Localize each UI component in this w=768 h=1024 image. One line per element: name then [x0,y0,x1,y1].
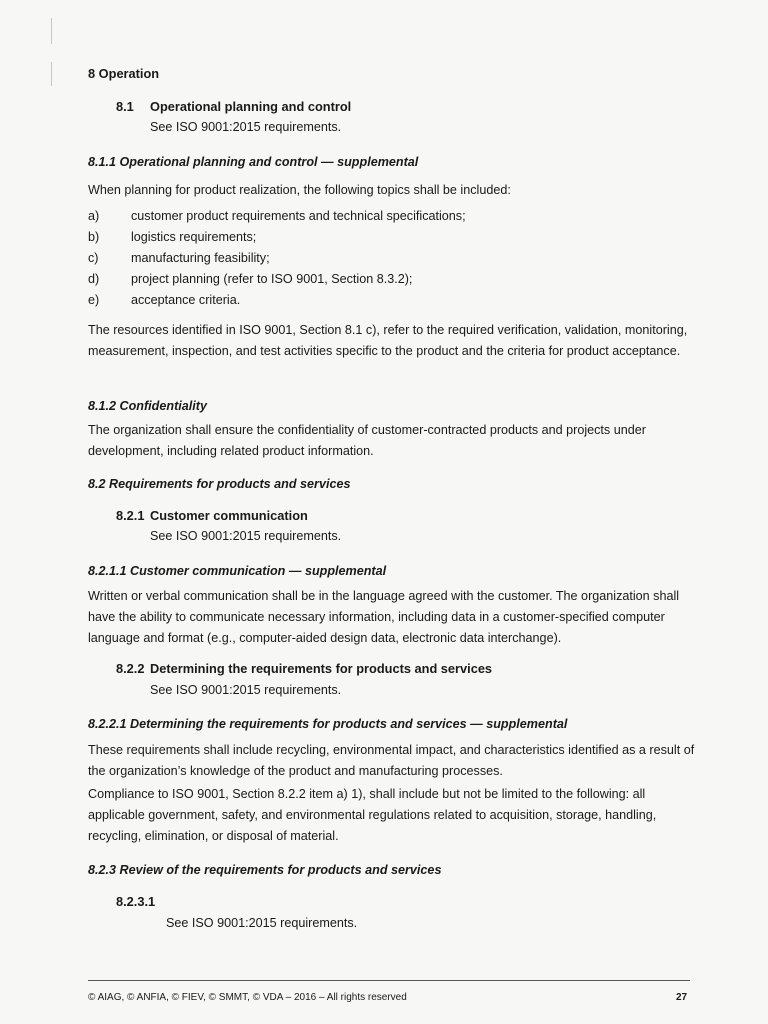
section-8-2-2-reference: See ISO 9001:2015 requirements. [150,683,342,697]
section-8-2-2-1-title: 8.2.2.1 Determining the requirements for products and services — supplemental [88,717,568,731]
section-8-2-2-title: Determining the requirements for products and services [150,661,493,676]
list-item-text: customer product requirements and technical specifications; [131,209,466,223]
section-8-2-1-title: Customer communication [150,508,308,523]
section-8-1-1-title: 8.1.1 Operational planning and control — supplemental [88,155,419,169]
section-8-1-2-paragraph: The organization shall ensure the confidentiality of customer-contracted products and projects under development, including related product information. [88,423,646,458]
section-8-2-1-1-title: 8.2.1.1 Customer communication — supplemental [88,564,387,578]
section-8-1-2-title: 8.1.2 Confidentiality [88,399,207,413]
section-8-2-2-1-paragraph-1: These requirements shall include recycling, environmental impact, and characteristics identified as a result of the organization’s knowledge of the product and manufacturing processes. [88,743,695,778]
section-8-1-1-intro: When planning for product realization, the following topics shall be included: [88,183,511,197]
scan-artifact [51,62,52,86]
scan-artifact [51,18,52,44]
page-number: 27 [676,992,688,1003]
list-item [88,272,412,286]
list-item-label: d) [88,272,100,286]
section-8-2-2-1-paragraph-2: Compliance to ISO 9001, Section 8.2.2 item a) 1), shall include but not be limited to the following: all applicable government, safety, and environmental regulations related to acquisition, storage, handling, recycling, elimination, or disposal of material. [88,787,657,843]
section-8-1-reference: See ISO 9001:2015 requirements. [150,120,342,134]
footer-copyright: © AIAG, © ANFIA, © FIEV, © SMMT, © VDA – 2016 – All rights reserved [88,992,407,1003]
section-8-1-1-paragraph: The resources identified in ISO 9001, Section 8.1 c), refer to the required verification, validation, monitoring, measurement, inspection, and test activities specific to the product and the criteria for product acceptance. [88,323,688,358]
section-8-2-3-1-number: 8.2.3.1 [116,894,156,909]
section-8-2-1-1-paragraph: Written or verbal communication shall be in the language agreed with the customer. The organization shall have the ability to communicate necessary information, including data in a customer-specified computer language and format (e.g., computer-aided design data, electronic data interchange). [88,589,680,645]
list-item-label: b) [88,230,100,244]
list-item-label: e) [88,293,100,307]
section-8-2-3-1-reference: See ISO 9001:2015 requirements. [166,916,358,930]
list-item [88,251,270,265]
list-item-text: manufacturing feasibility; [131,251,270,265]
section-8-1-title: Operational planning and control [150,99,352,114]
section-8-2-1-reference: See ISO 9001:2015 requirements. [150,529,342,543]
section-8-2-1-number: 8.2.1 [116,508,145,523]
list-item [88,209,466,223]
list-item-label: c) [88,251,99,265]
list-item [88,230,256,244]
footer-divider [88,980,690,981]
list-item [88,293,240,307]
chapter-heading: 8 Operation [88,66,160,81]
section-8-2-3-title: 8.2.3 Review of the requirements for products and services [88,863,442,877]
list-item-text: logistics requirements; [131,230,257,244]
section-8-2-2-number: 8.2.2 [116,661,145,676]
section-8-1-number: 8.1 [116,99,134,114]
section-8-2-title: 8.2 Requirements for products and services [88,477,351,491]
list-item-label: a) [88,209,100,223]
list-item-text: acceptance criteria. [131,293,241,307]
list-item-text: project planning (refer to ISO 9001, Section 8.3.2); [131,272,413,286]
